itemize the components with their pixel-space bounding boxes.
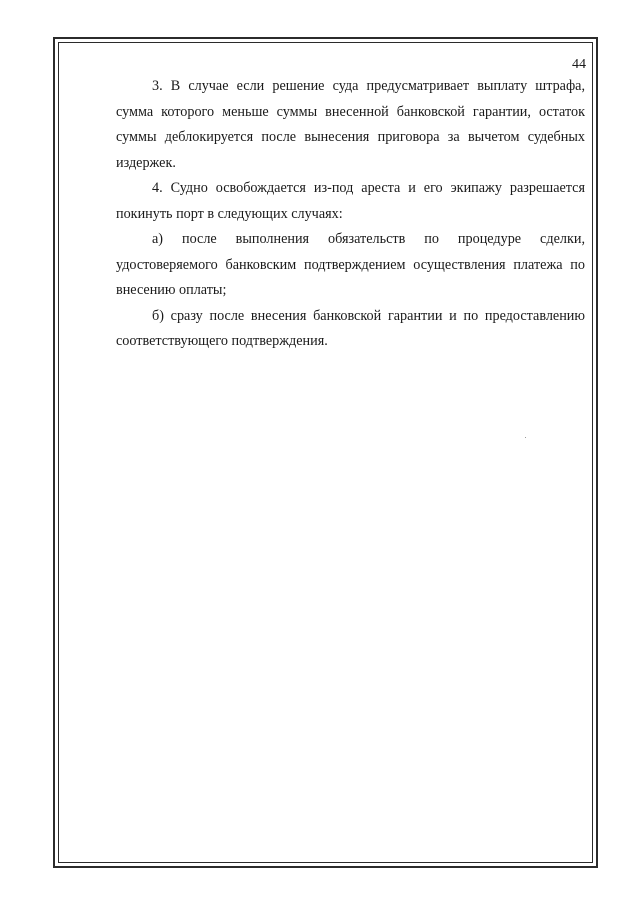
page-number: 44 [572,57,586,72]
paragraph-3-fine: 3. В случае если решение суда предусматривает выплату штрафа, сумма которого меньше суммы внесенной банковской гарантии, остаток суммы деблокируется после вынесения приговора за вычетом судебных издержек. [116,78,585,171]
paragraph-4b-bank-guarantee: б) сразу после внесения банковской гарантии и по предоставлению соответствующего подтверждения. [116,307,585,349]
scan-speck [525,437,526,438]
paragraph-4a-payment-confirmation: а) после выполнения обязательств по процедуре сделки, удостоверяемого банковским подтверждением осуществления платежа по внесению оплаты; [116,231,585,298]
document-body [116,74,585,355]
paragraph-4-vessel-release: 4. Судно освобождается из-под ареста и его экипажу разрешается покинуть порт в следующих случаях: [116,180,585,222]
